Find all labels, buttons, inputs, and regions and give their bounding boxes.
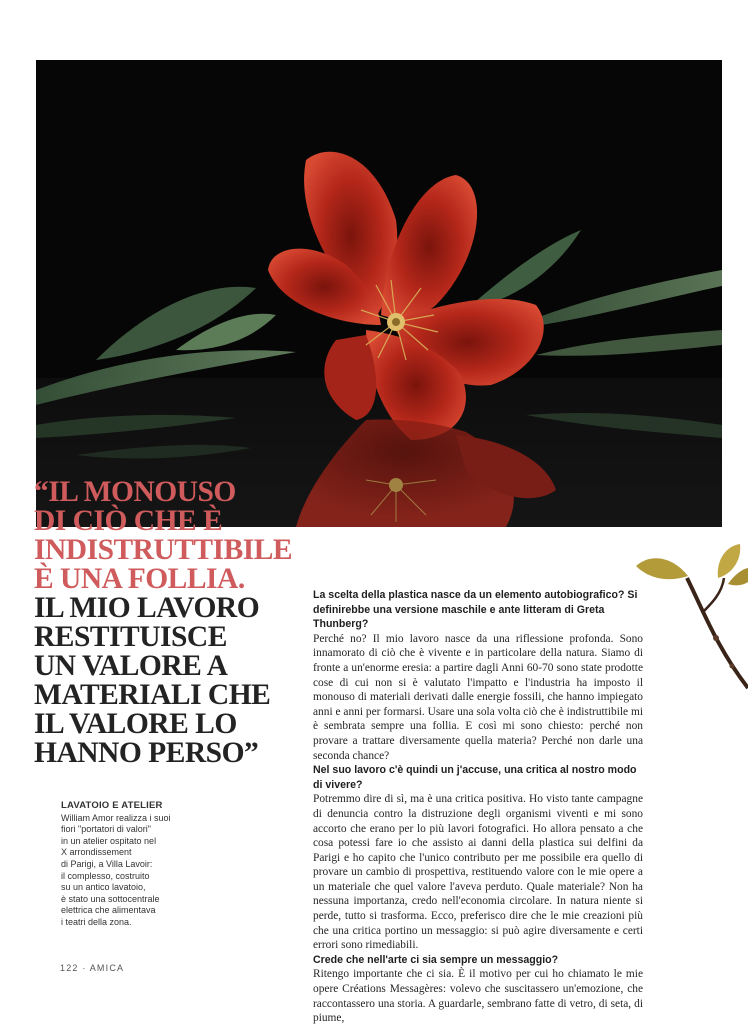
caption-line: fiori "portatori di valori" — [61, 824, 151, 835]
quote-dark-line: UN VALORE A — [34, 650, 228, 682]
caption-line: elettrica che alimentava — [61, 905, 156, 916]
quote-red-line: INDISTRUTTIBILE — [34, 534, 293, 566]
interview-question: La scelta della plastica nasce da un elemento autobiografico? Si definirebbe una versione maschile e ante litteram di Greta Thunberg? — [313, 589, 638, 631]
quote-dark-line: RESTITUISCE — [34, 621, 227, 653]
interview-answer: Potremmo dire di sì, ma è una critica positiva. Ho visto tante campagne di denuncia contro la distruzione degli organismi viventi e mi sono accorto che erano per lo più lavori fotografici. Ho allora pensato a che cosa potessi fare io che assisto ai danni della plastica sui delfini da Parigi e ho capito che l'unico contributo per me possibile era quello di provare un cambio di prospettiva, restituendo valore con le mie opere a un materiale che quel valore l'aveva perduto. Quale materiale? Non ha nessuna importanza, credo nell'economia circolare. In natura niente si perde, tutto si trasforma. Ecco, preferisco dire che le mie creazioni più che una critica portino un messaggio: si può agire diversamente e certi errori sono rimediabili. — [313, 793, 643, 952]
flower-illustration — [36, 60, 722, 527]
caption-line: è stato una sottocentrale — [61, 893, 160, 904]
quote-dark-line: MATERIALI CHE — [34, 679, 271, 711]
quote-red-line: DI CIÒ CHE È — [34, 505, 223, 537]
photo-caption — [61, 800, 181, 929]
quote-dark-line: HANNO PERSO” — [34, 737, 259, 769]
branch-decoration — [632, 538, 748, 708]
caption-line: il complesso, costruito — [61, 870, 150, 881]
interview-answer: Ritengo importante che ci sia. È il motivo per cui ho chiamato le mie opere Créations Messagères: volevo che suscitassero un'emozione, che raccontassero una storia. A guardarle, sembrano fatte di vetro, di seta, di piume, — [313, 968, 643, 1025]
caption-line: in un atelier ospitato nel — [61, 835, 157, 846]
caption-line: i teatri della zona. — [61, 916, 132, 927]
caption-line: di Parigi, a Villa Lavoir: — [61, 858, 153, 869]
quote-red-line: “IL MONOUSO — [34, 476, 236, 508]
caption-line: X arrondissement — [61, 847, 132, 858]
interview-question: Nel suo lavoro c'è quindi un j'accuse, una critica al nostro modo di vivere? — [313, 764, 637, 791]
caption-line: su un antico lavatoio, — [61, 882, 146, 893]
interview-answer: Perché no? Il mio lavoro nasce da una riflessione profonda. Sono innamorato di ciò che è vivente e in particolare della natura. Siamo di fronte a un'enorme eresia: a partire dagli Anni 60-70 sono state prodotte cose di cui non si è valutato l'impatto e l'industria ha imposto il monouso di materiali derivati dalle energie fossili, che hanno impiegato anni e anni per formarsi. Usare una sola volta ciò che è indistruttibile mi è sembrata sempre una follia. E così mi sono chiesto: perché non provare a trattare diversamente quella materia? Perché non darle una seconda chance? — [313, 632, 643, 762]
page-folio: 122 · AMICA — [60, 963, 125, 973]
article-body — [313, 588, 643, 1026]
quote-red-line: È UNA FOLLIA. — [34, 563, 245, 595]
interview-question: Crede che nell'arte ci sia sempre un messaggio? — [313, 953, 559, 966]
caption-title: LAVATOIO E ATELIER — [61, 800, 163, 811]
caption-line: William Amor realizza i suoi — [61, 812, 171, 823]
pull-quote — [34, 478, 324, 768]
flower-photo — [36, 60, 722, 527]
quote-dark-line: IL MIO LAVORO — [34, 592, 260, 624]
quote-dark-line: IL VALORE LO — [34, 708, 237, 740]
